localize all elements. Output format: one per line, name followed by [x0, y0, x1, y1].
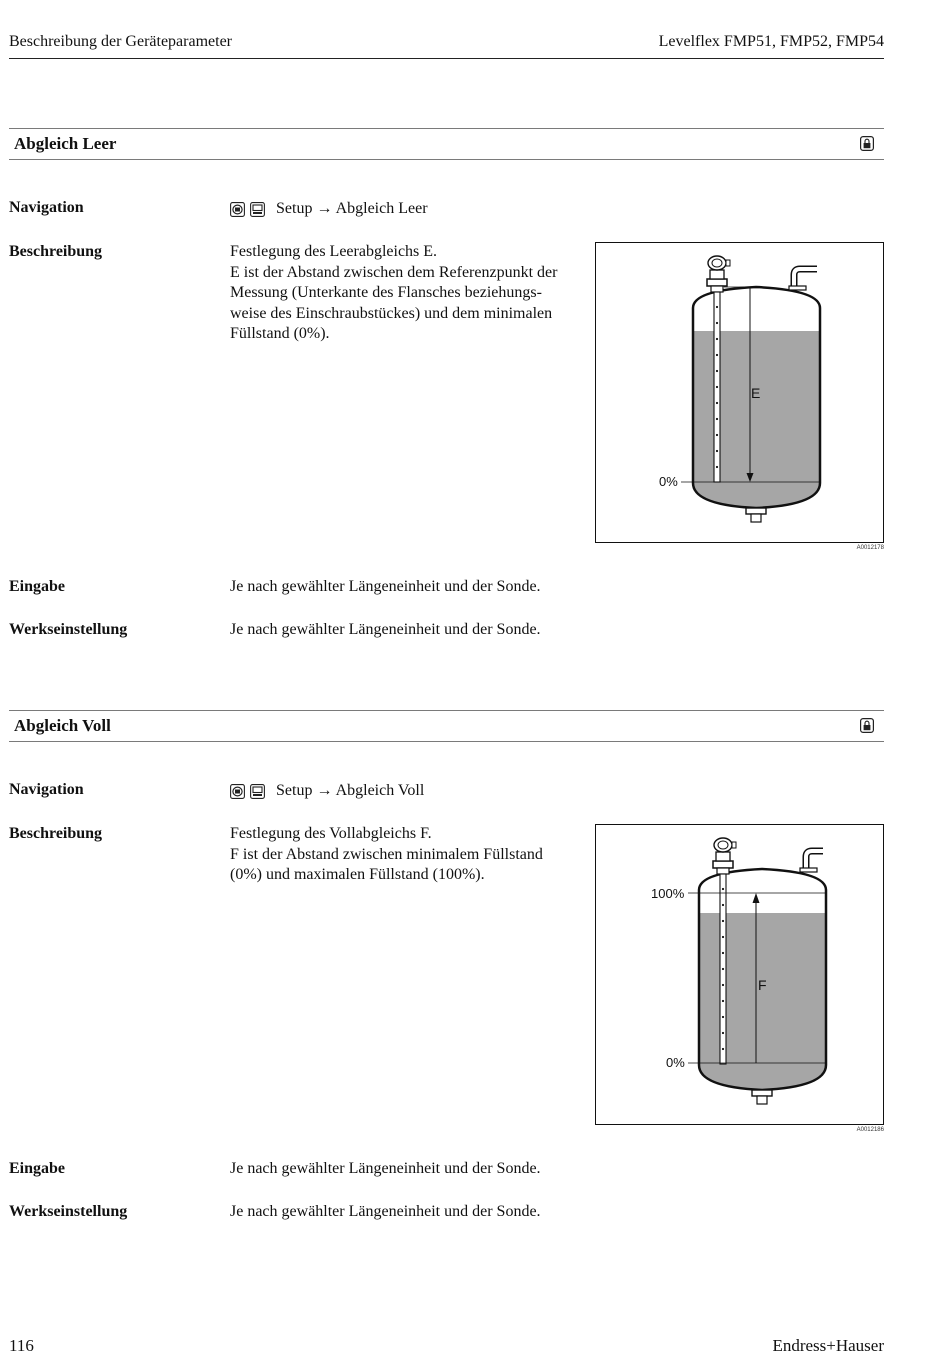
liquid-fill: [699, 913, 826, 1090]
transmitter-housing: [716, 852, 730, 861]
input-label: Eingabe: [9, 1160, 66, 1177]
lock-icon: [860, 718, 874, 733]
navigation-path: Setup → Abgleich Voll: [276, 782, 425, 799]
display-module-icon: [230, 784, 245, 799]
navigation-path-row: [230, 200, 428, 218]
level-label-zero: 0%: [666, 1055, 685, 1070]
liquid-fill: [693, 331, 820, 508]
input-value: Je nach gewählter Längeneinheit und der Sonde.: [230, 578, 541, 595]
input-label: Eingabe: [9, 578, 66, 595]
default-value: Je nach gewählter Längeneinheit und der Sonde.: [230, 621, 541, 638]
tank-diagram-empty-calibration: [595, 242, 884, 543]
section-top-rule: [9, 128, 884, 129]
running-header-product: Levelflex FMP51, FMP52, FMP54: [658, 33, 884, 50]
running-header-title: Beschreibung der Geräteparameter: [9, 33, 232, 50]
description-text: [230, 824, 543, 886]
dimension-arrow: [753, 893, 760, 903]
level-label-full: 100%: [651, 886, 685, 901]
description-line: E ist der Abstand zwischen dem Referenzpunkt der: [230, 263, 558, 281]
description-line: Festlegung des Leerabgleichs E.: [230, 243, 438, 260]
operating-menu-icon: [250, 784, 265, 799]
description-label: Beschreibung: [9, 243, 103, 260]
page-number: 116: [9, 1336, 34, 1355]
dimension-letter: F: [758, 977, 767, 993]
navigation-path: Setup → Abgleich Leer: [276, 200, 428, 217]
navigation-label: Navigation: [9, 781, 84, 798]
footer-brand: Endress+Hauser: [772, 1336, 884, 1355]
level-label-zero: 0%: [659, 474, 678, 489]
description-label: Beschreibung: [9, 825, 103, 842]
description-line: F ist der Abstand zwischen minimalem Füllstand: [230, 845, 543, 863]
display-module-icon: [230, 202, 245, 217]
lock-icon: [860, 136, 874, 151]
section-title-abgleich-leer: Abgleich Leer: [14, 134, 117, 153]
description-line: Festlegung des Vollabgleichs F.: [230, 825, 432, 842]
default-label: Werkseinstellung: [9, 621, 128, 638]
description-line: Messung (Unterkante des Flansches beziehungs-: [230, 284, 542, 301]
figure-id: A0012186: [856, 1127, 884, 1133]
navigation-label: Navigation: [9, 199, 84, 216]
transmitter-head: [708, 256, 726, 270]
navigation-path-row: [230, 782, 424, 800]
input-value: Je nach gewählter Längeneinheit und der Sonde.: [230, 1160, 541, 1177]
section-bottom-rule: [9, 159, 884, 160]
description-line: (0%) und maximalen Füllstand (100%).: [230, 866, 485, 883]
default-label: Werkseinstellung: [9, 1203, 128, 1220]
operating-menu-icon: [250, 202, 265, 217]
section-title-abgleich-voll: Abgleich Voll: [14, 716, 111, 735]
transmitter-housing: [710, 270, 724, 279]
default-value: Je nach gewählter Längeneinheit und der Sonde.: [230, 1203, 541, 1220]
description-text: [230, 242, 557, 345]
section-bottom-rule: [9, 741, 884, 742]
figure-id: A0012178: [856, 545, 884, 551]
description-line: Füllstand (0%).: [230, 325, 330, 342]
transmitter-head: [714, 838, 732, 852]
header-rule: [9, 58, 884, 59]
description-line: weise des Einschraubstückes) und dem minimalen: [230, 304, 553, 322]
tank-diagram-full-calibration: [595, 824, 884, 1125]
section-top-rule: [9, 710, 884, 711]
dimension-letter: E: [751, 385, 761, 401]
